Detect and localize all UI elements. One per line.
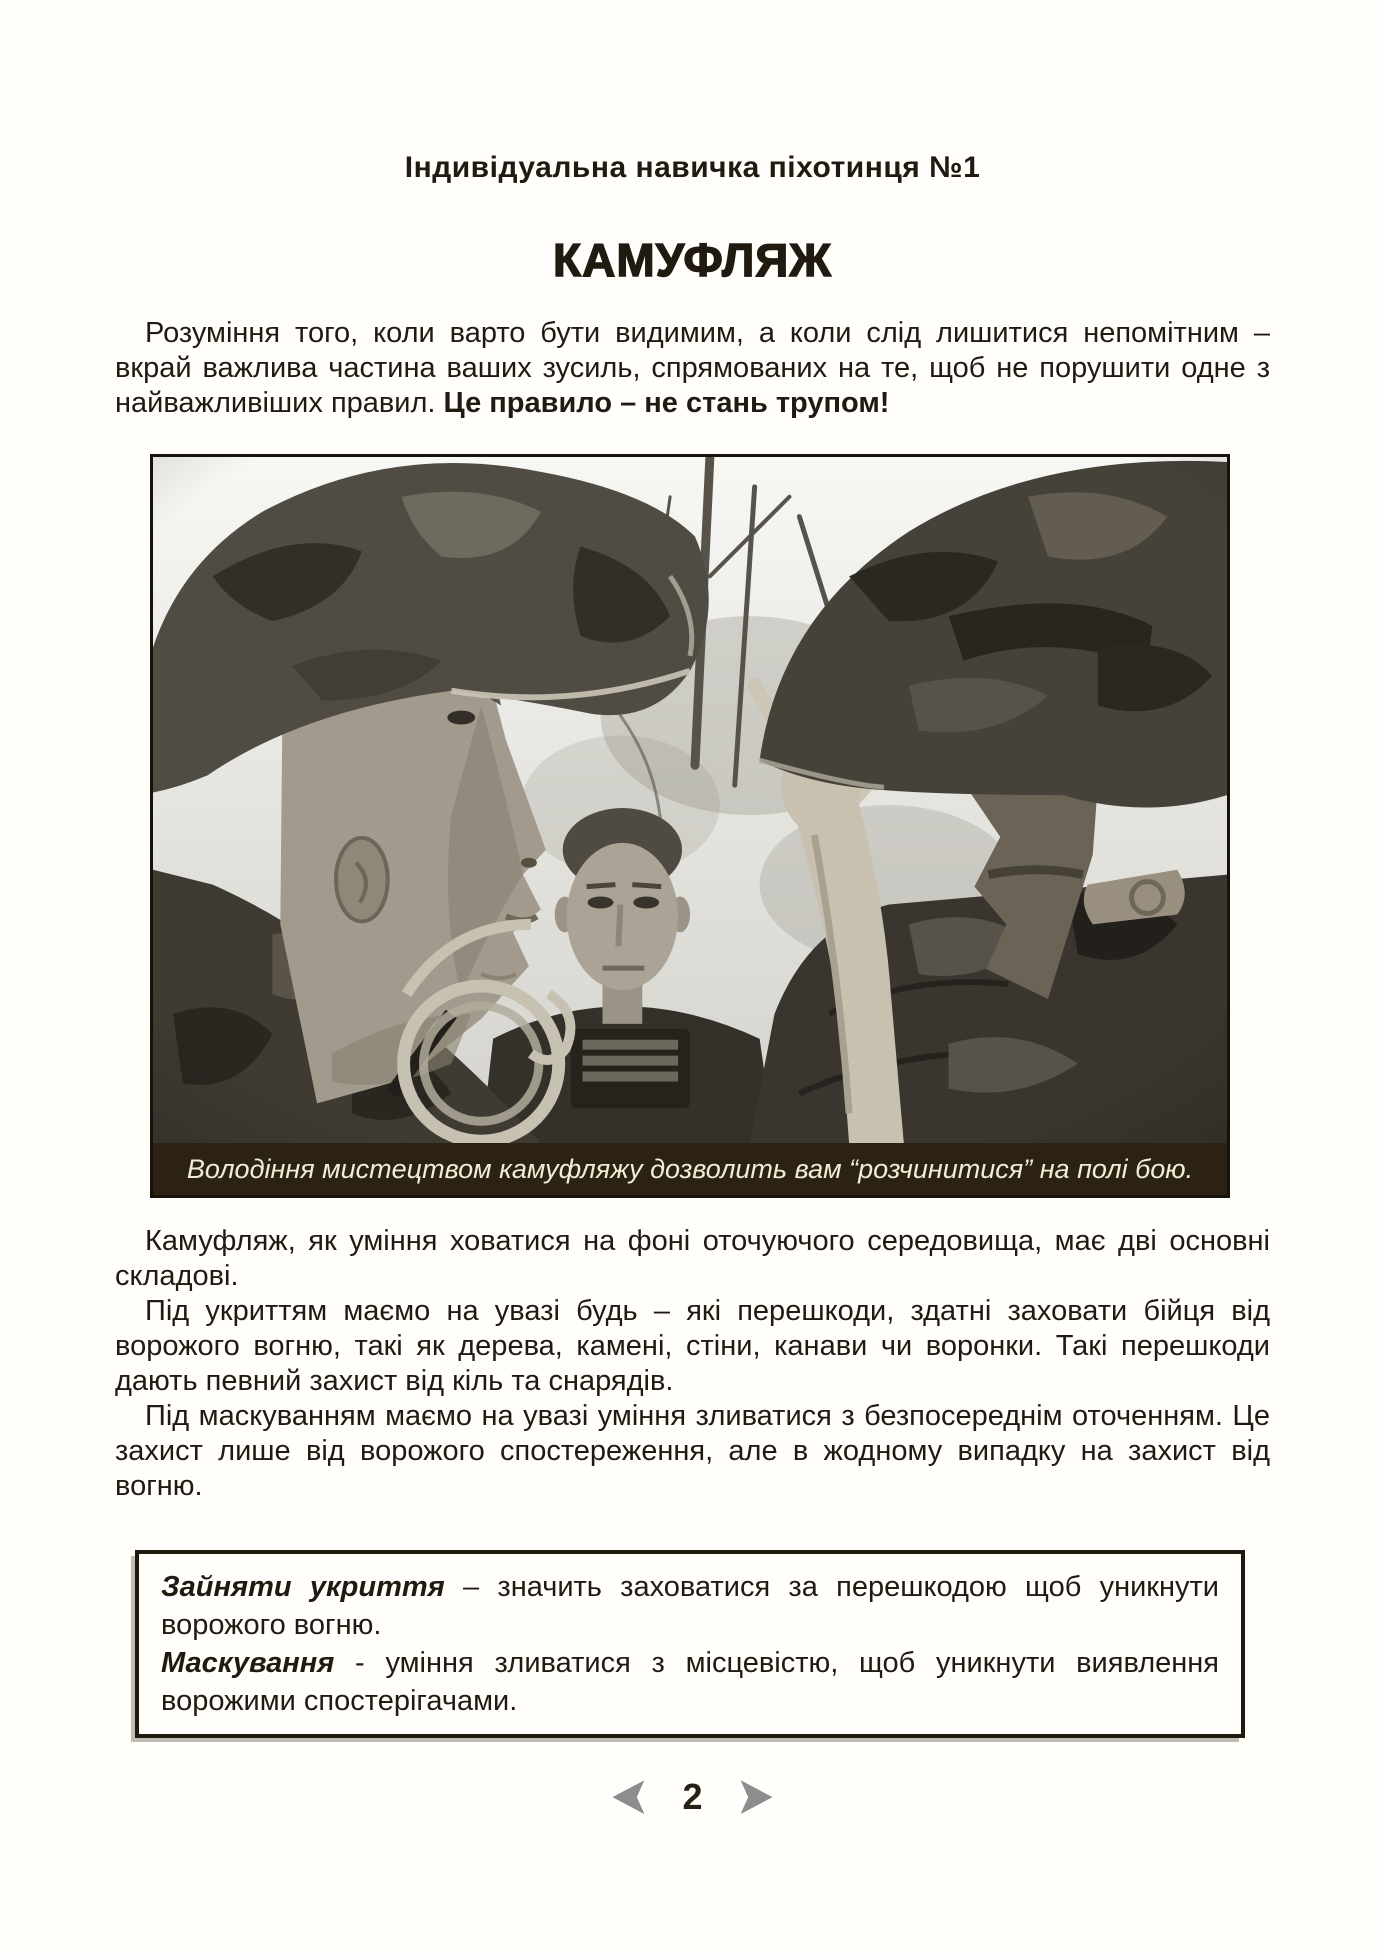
definition-cover	[161, 1568, 1219, 1644]
intro-bold-rule: Це правило – не стань трупом!	[443, 387, 890, 419]
definition-term: Маскування	[161, 1647, 335, 1680]
kicker-heading: Індивідуальна навичка піхотинця №1	[404, 151, 981, 184]
prev-page-icon[interactable]	[612, 1780, 644, 1814]
intro-text: Розуміння того, коли варто бути видимим, а коли слід лишитися непомітним – вкрай важлива частина ваших зусиль, спрямованих на те, щоб не порушити одне з найважливіших правил.	[115, 317, 1270, 419]
body-text-block	[115, 1224, 1270, 1504]
definition-masking	[161, 1644, 1219, 1720]
photo-figure	[150, 454, 1230, 1198]
intro-paragraph	[115, 316, 1270, 421]
definition-text: – значить заховатися за перешкодою щоб уникнути ворожого вогню.	[161, 1571, 1219, 1642]
body-paragraph: Під укриттям маємо на увазі будь – які перешкоди, здатні заховати бійця від ворожого вогню, такі як дерева, камені, стіни, канави чи воронки. Такі перешкоди дають певний захист від кіль та снарядів.	[115, 1295, 1270, 1398]
camouflage-photo	[153, 457, 1227, 1143]
next-page-icon[interactable]	[741, 1780, 773, 1814]
photo-caption: Володіння мистецтвом камуфляжу дозволить вам “розчинитися” на полі бою.	[153, 1143, 1227, 1195]
body-paragraph: Камуфляж, як уміння ховатися на фоні оточуючого середовища, має дві основні складові.	[115, 1225, 1270, 1293]
definition-box	[135, 1550, 1245, 1738]
definition-text: - уміння зливатися з місцевістю, щоб уникнути виявлення ворожими спостерігачами.	[161, 1647, 1219, 1718]
page-title: КАМУФЛЯЖ	[553, 234, 832, 286]
page-footer	[115, 1776, 1270, 1818]
body-paragraph: Під маскуванням маємо на увазі уміння зливатися з безпосереднім оточенням. Це захист лише від ворожого спостереження, але в жодному випадку на захист від вогню.	[115, 1400, 1270, 1503]
definition-term: Зайняти укриття	[161, 1571, 445, 1604]
page-number: 2	[682, 1776, 703, 1818]
